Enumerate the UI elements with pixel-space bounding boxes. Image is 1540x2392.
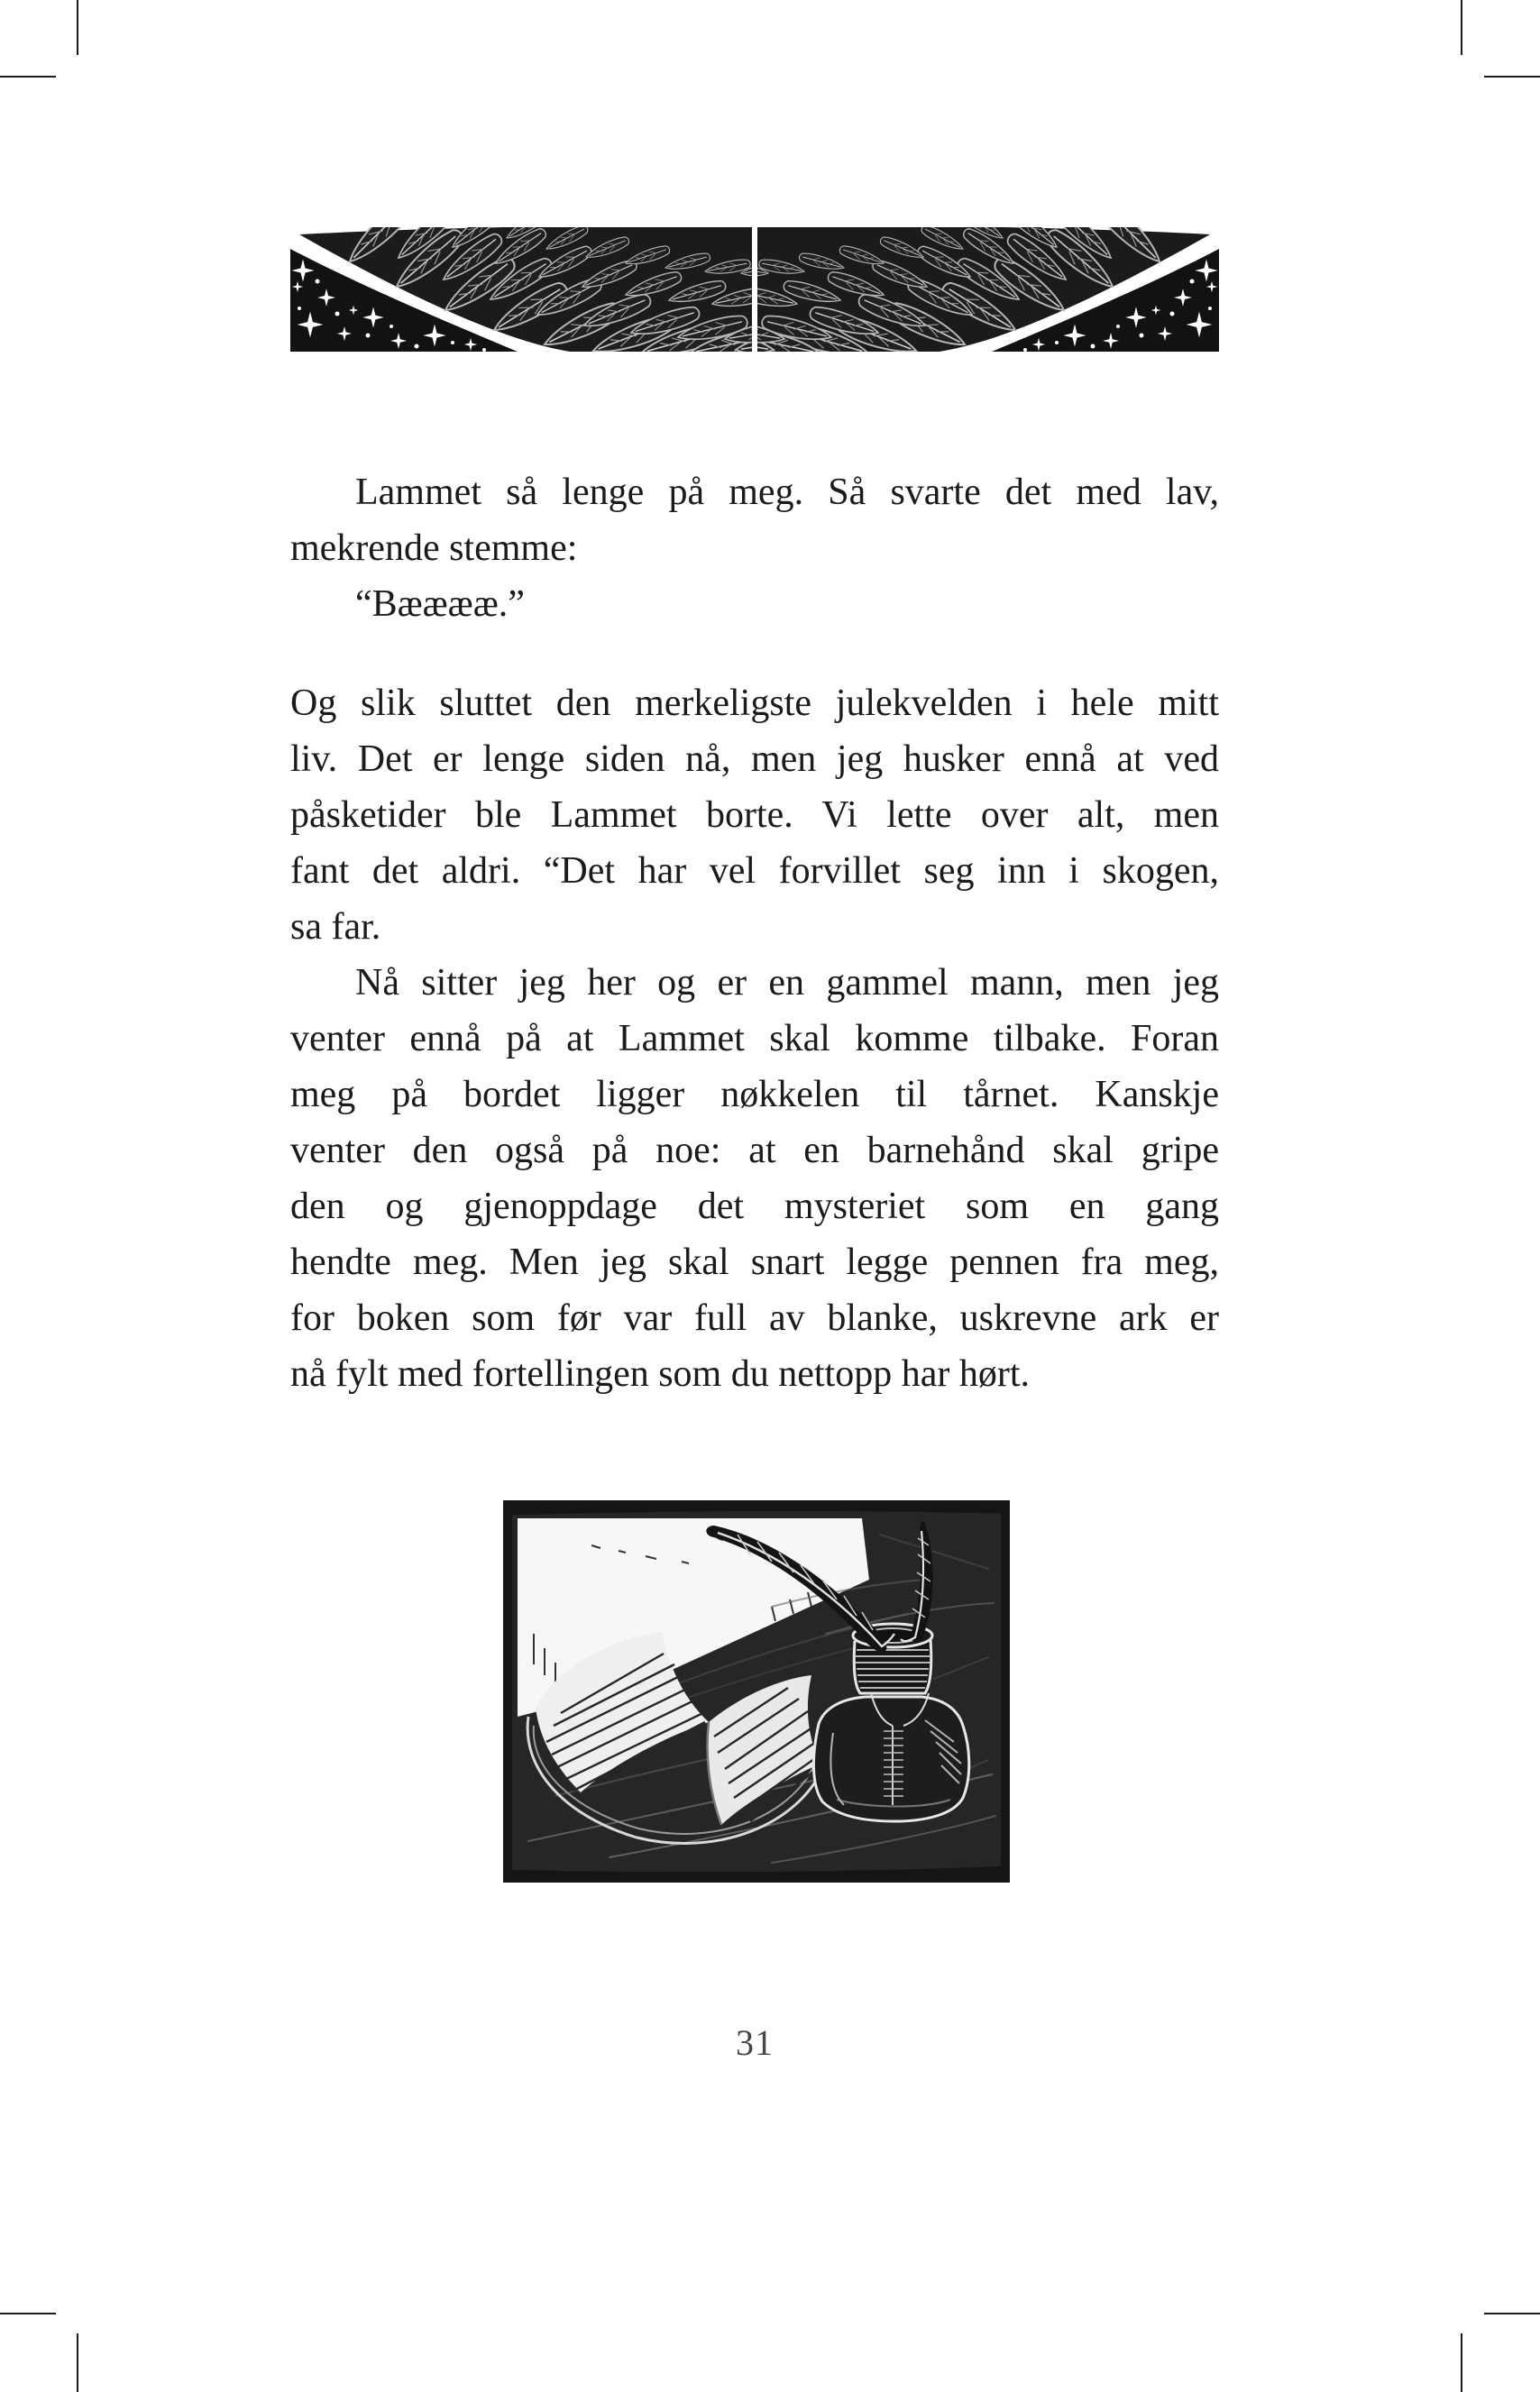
paragraph — [290, 675, 1219, 955]
book-inkwell-woodcut-icon — [501, 1498, 1012, 1884]
crop-mark-bottom-right-h — [1484, 2313, 1540, 2314]
text-line: meg på bordet ligger nøkkelen til tårnet. Kanskje — [290, 1074, 1219, 1115]
header-wings-illustration — [290, 227, 1219, 352]
text-line: fant det aldri. “Det har vel forvillet seg inn i skogen, — [290, 850, 1219, 892]
text-line: Nå sitter jeg her og er en gammel mann, men jeg — [355, 962, 1219, 1004]
crop-mark-top-left-v — [77, 0, 78, 55]
crop-mark-top-right-h — [1484, 76, 1540, 78]
paragraph — [290, 955, 1219, 1402]
crop-mark-top-left-h — [0, 76, 56, 78]
text-line: Lammet så lenge på meg. Så svarte det med lav, — [355, 472, 1219, 513]
crop-mark-bottom-right-v — [1461, 2333, 1462, 2392]
figure-illustration — [501, 1498, 1012, 1884]
text-line: liv. Det er lenge siden nå, men jeg husker ennå at ved — [290, 738, 1219, 780]
crop-mark-top-right-v — [1461, 0, 1462, 55]
text-line: sa far. — [290, 906, 381, 948]
crop-mark-bottom-left-v — [77, 2333, 78, 2392]
text-line: “Bææææ.” — [355, 583, 525, 625]
wings-woodcut-icon — [290, 227, 1219, 352]
text-line: venter ennå på at Lammet skal komme tilbake. Foran — [290, 1018, 1219, 1059]
text-line: mekrende stemme: — [290, 527, 578, 569]
text-line: påsketider ble Lammet borte. Vi lette over alt, men — [290, 794, 1219, 836]
crop-mark-bottom-left-h — [0, 2313, 56, 2314]
text-line: hendte meg. Men jeg skal snart legge pennen fra meg, — [290, 1242, 1219, 1283]
text-line: nå fylt med fortellingen som du nettopp har hørt. — [290, 1353, 1030, 1395]
text-line: Og slik sluttet den merkeligste julekvelden i hele mitt — [290, 683, 1219, 724]
page-number: 31 — [736, 2022, 774, 2063]
text-line: venter den også på noe: at en barnehånd skal gripe — [290, 1130, 1219, 1171]
text-block — [290, 464, 1219, 1402]
text-line: den og gjenoppdage det mysteriet som en gang — [290, 1186, 1219, 1227]
paragraph — [290, 576, 1219, 632]
paragraph — [290, 464, 1219, 576]
text-line: for boken som før var full av blanke, uskrevne ark er — [290, 1297, 1219, 1339]
